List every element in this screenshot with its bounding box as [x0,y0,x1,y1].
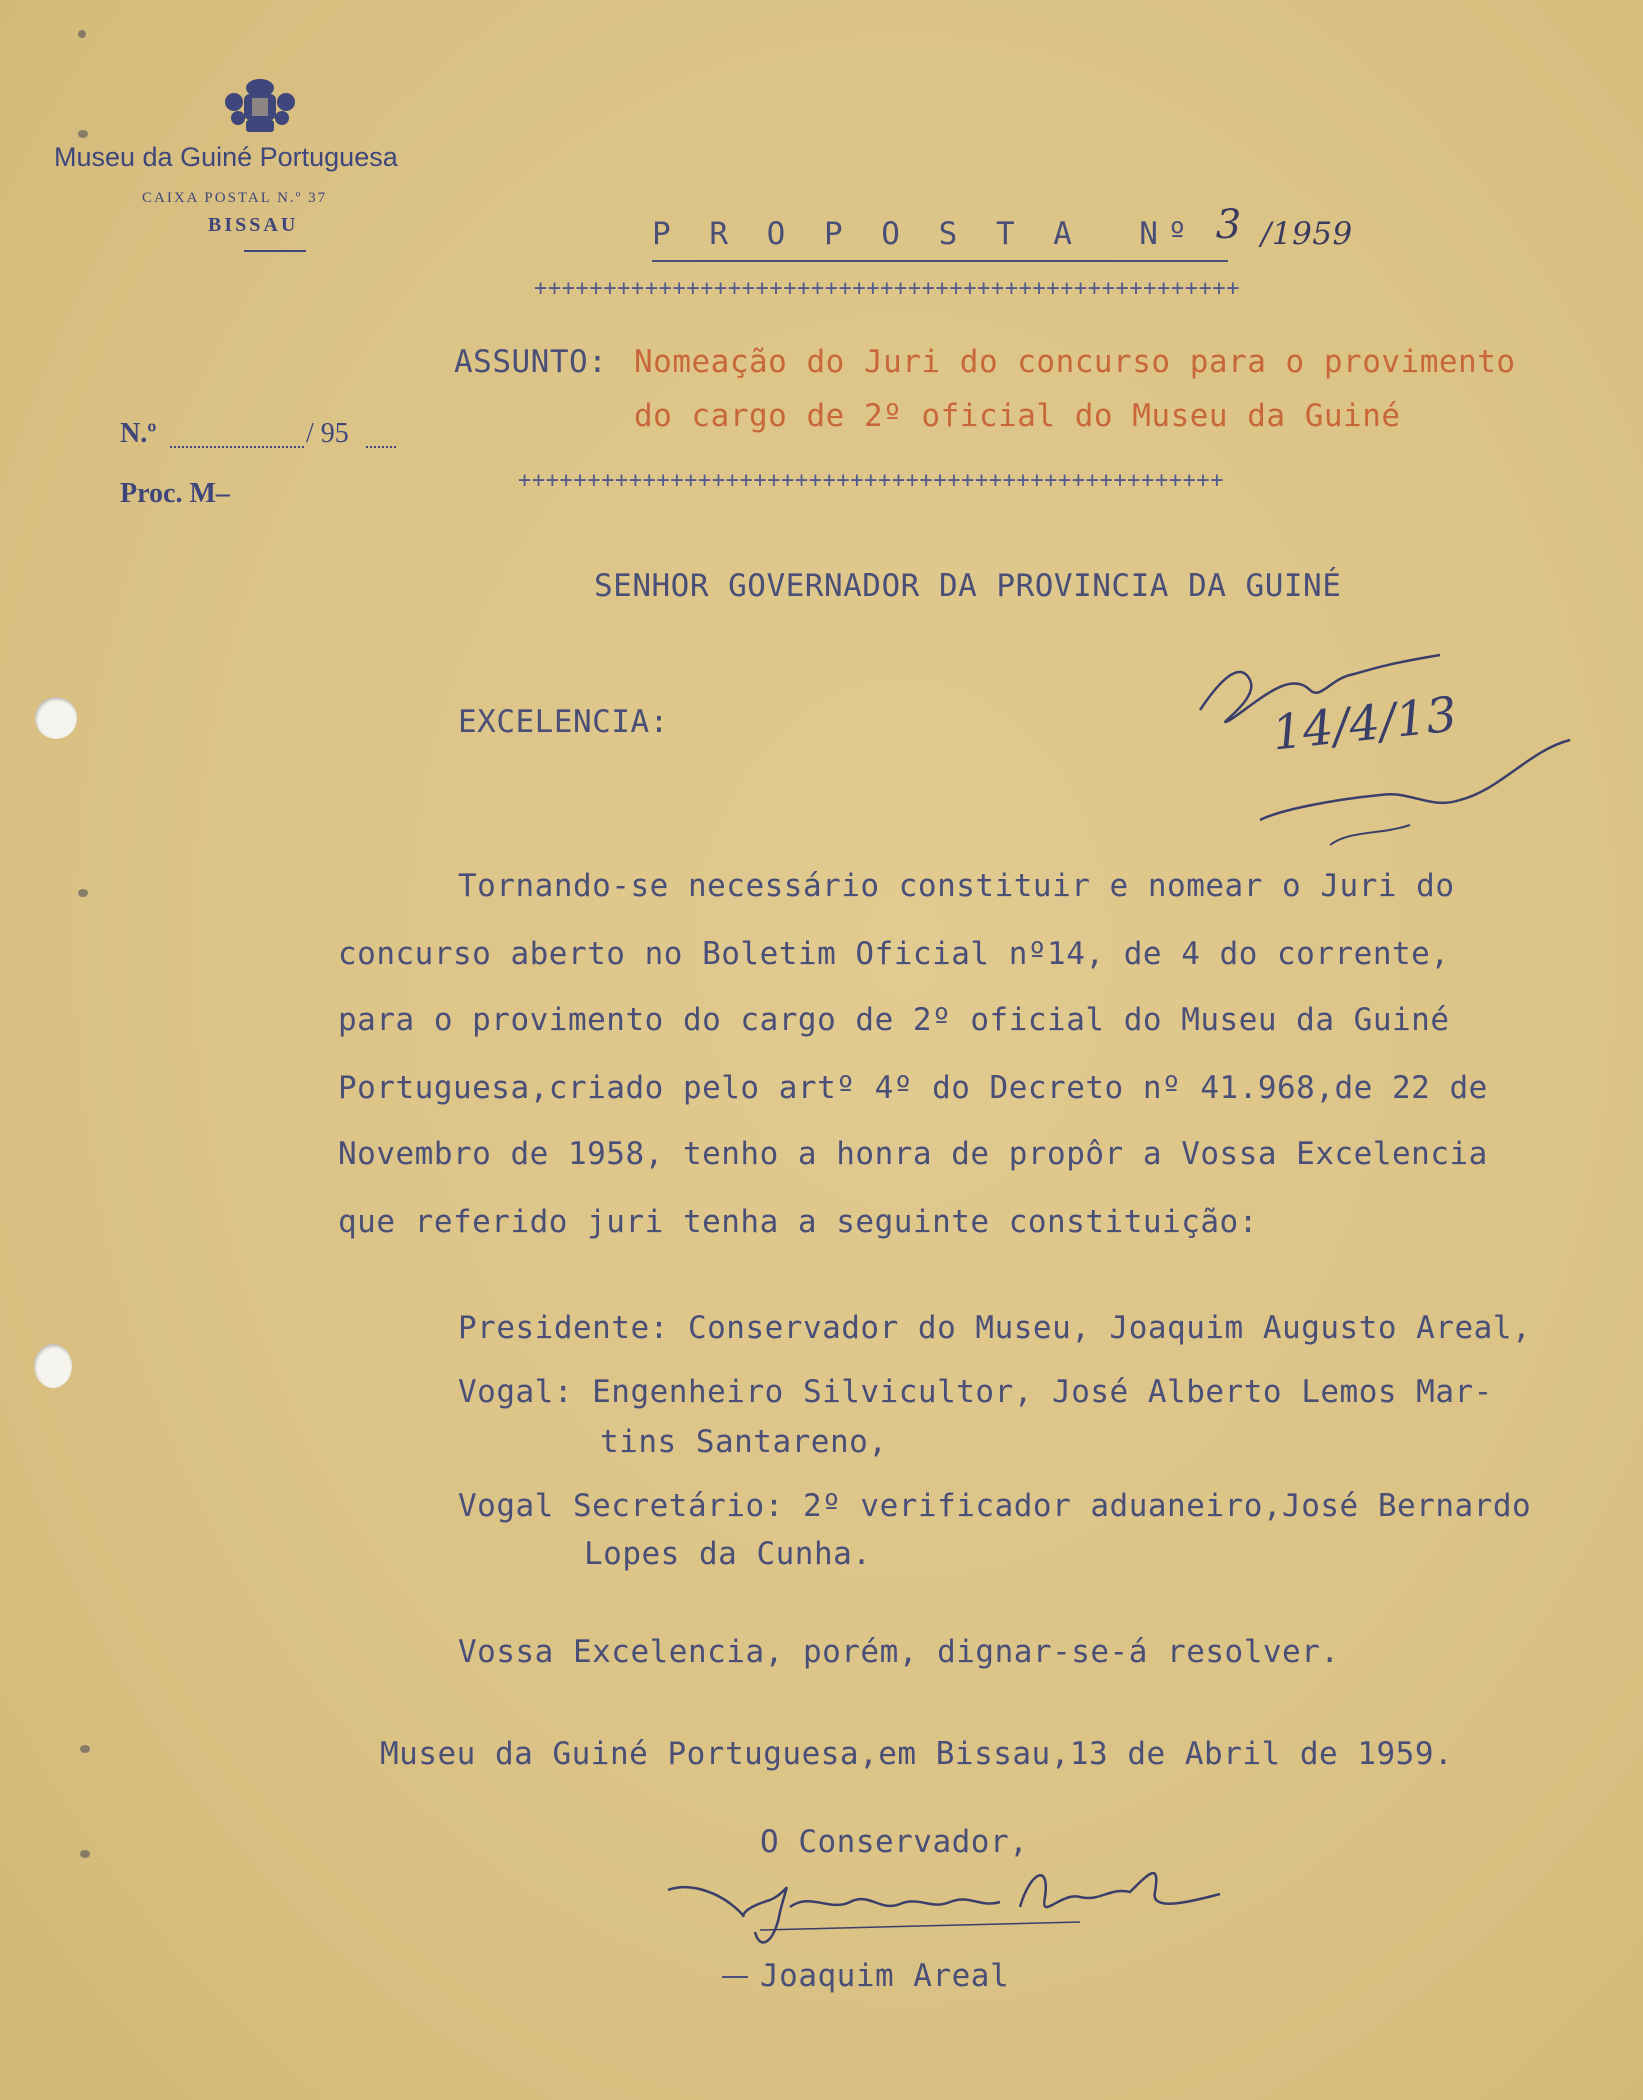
letterhead-rule [244,250,306,252]
process-label: Proc. M– [120,478,230,509]
body-line-2: concurso aberto no Boletim Oficial nº14, de 4 do corrente, [338,936,1450,972]
reference-number-blank [170,446,304,448]
institution-name: Museu da Guiné Portuguesa [54,142,398,172]
proposal-title: P R O P O S T A Nº [652,216,1197,252]
handwritten-date: 14/4/13 [1269,686,1460,762]
body-line-4: Portuguesa,criado pelo artº 4º do Decreto nº 41.968,de 22 de [338,1070,1488,1106]
salutation: EXCELENCIA: [458,704,669,740]
paper-speck [80,1850,90,1858]
proposal-heading [652,202,1353,262]
jury-president: Presidente: Conservador do Museu, Joaquim Augusto Areal, [458,1310,1532,1346]
jury-vogal-2-line-1: Vogal Secretário: 2º verificador aduaneiro,José Bernardo [458,1488,1532,1524]
separator-top: +++++++++++++++++++++++++++++++++++++++++++++++++++ [534,276,1241,301]
body-line-3: para o provimento do cargo de 2º oficial do Museu da Guiné [338,1002,1450,1038]
punch-hole-bottom [34,1344,72,1388]
punch-hole-top [35,697,77,739]
body-line-6: que referido juri tenha a seguinte constituição: [338,1204,1258,1240]
paper-speck [78,30,86,38]
reference-number-suffix: / 95 [306,418,349,449]
proposal-year: /1959 [1260,216,1353,252]
handwritten-signature [660,1852,1260,1962]
city-name: BISSAU [208,214,299,236]
paper-speck [78,889,88,897]
body-line-1: Tornando-se necessário constituir e nomear o Juri do [458,868,1455,904]
place-and-date: Museu da Guiné Portuguesa,em Bissau,13 de Abril de 1959. [380,1736,1454,1772]
subject-line-1: Nomeação do Juri do concurso para o provimento [634,344,1516,380]
separator-bottom: +++++++++++++++++++++++++++++++++++++++++++++++++++ [518,468,1225,493]
coat-of-arms-emblem [222,76,298,138]
paper-speck [80,1745,90,1753]
paper-speck [78,130,88,138]
addressee: SENHOR GOVERNADOR DA PROVINCIA DA GUINÉ [594,568,1342,604]
closing-formula: Vossa Excelencia, porém, dignar-se-á resolver. [458,1634,1340,1670]
reference-suffix-dots [366,446,396,448]
reference-number-label: N.º [120,418,157,449]
handwritten-initials [1180,640,1580,880]
signatory-name: Joaquim Areal [760,1958,1010,1994]
jury-vogal-1-line-1: Vogal: Engenheiro Silvicultor, José Alberto Lemos Mar- [458,1374,1493,1410]
proposal-number: 3 [1215,202,1242,248]
body-line-5: Novembro de 1958, tenho a honra de propôr a Vossa Excelencia [338,1136,1488,1172]
subject-label: ASSUNTO: [454,344,608,380]
jury-vogal-1-line-2: tins Santareno, [600,1424,888,1460]
jury-vogal-2-line-2: Lopes da Cunha. [584,1536,872,1572]
postal-box: CAIXA POSTAL N.º 37 [142,190,328,206]
subject-line-2: do cargo de 2º oficial do Museu da Guiné [634,398,1401,434]
signatory-title: O Conservador, [760,1824,1029,1860]
signature-dash [722,1976,748,1978]
